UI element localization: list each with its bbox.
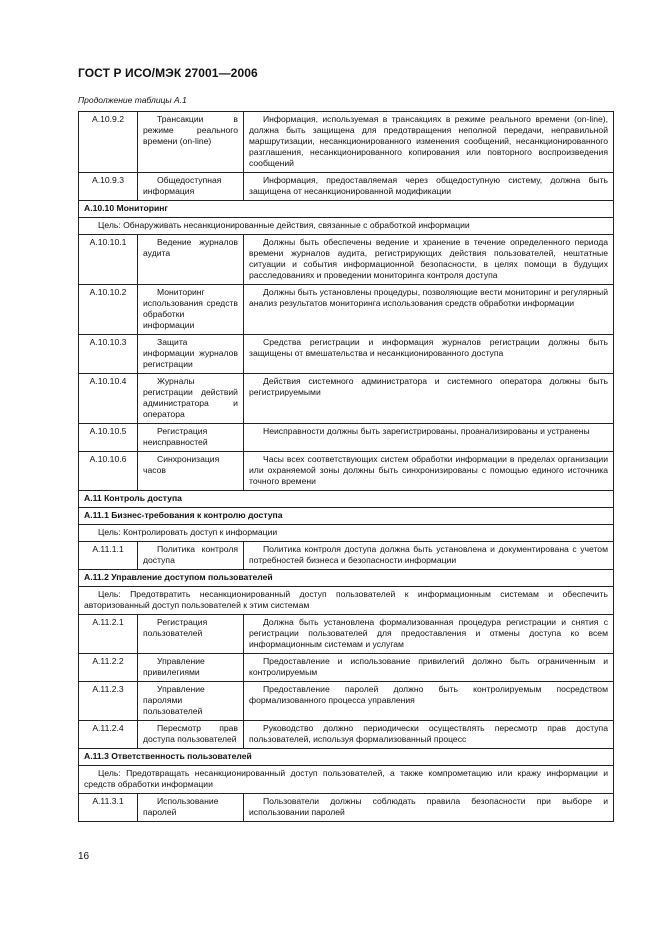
control-name: Синхронизация часов [138,452,244,491]
control-description: Должна быть установлена формализованная процедура регистрации и снятия с регистрации пользователей для предоставления и отмены доступа ко всем информационным системам и услугам [244,615,614,654]
objective-text: Цель: Контролировать доступ к информации [79,525,614,542]
document-title: ГОСТ Р ИСО/МЭК 27001—2006 [78,66,258,80]
control-name: Пересмотр прав доступа пользователей [138,721,244,749]
section-heading: A.11.3 Ответственность пользователей [79,749,614,766]
control-name: Использование паролей [138,794,244,822]
control-name: Регистрация пользователей [138,615,244,654]
control-id: A.11.2.4 [79,721,138,749]
control-description: Информация, используемая в трансакциях в режиме реального времени (on-line), должна быть защищена для предотвращения неполной передачи, неправильной маршрутизации, несанкционированного изменения сообщений, несанкционированного разглашения, несанкционированного копирования или повторного воспроизведения сообщений [244,112,614,173]
control-description: Руководство должно периодически осуществлять пересмотр прав доступа пользователей, используя формализованный процесс [244,721,614,749]
objective-row [79,766,614,794]
controls-table-body [79,112,614,822]
table-row [79,615,614,654]
control-id: A.10.10.2 [79,285,138,335]
objective-row [79,525,614,542]
table-row [79,794,614,822]
table-continuation-caption: Продолжение таблицы А.1 [78,95,187,105]
section-heading-row [79,508,614,525]
control-name: Журналы регистрации действий администратора и оператора [138,374,244,424]
control-id: A.10.9.2 [79,112,138,173]
control-name: Ведение журналов аудита [138,235,244,285]
table-row [79,374,614,424]
control-id: A.10.9.3 [79,173,138,201]
control-name: Общедоступная информация [138,173,244,201]
control-description: Должны быть обеспечены ведение и хранение в течение определенного периода времени журналов аудита, регистрирующих действия пользователей, нештатные ситуации и события информационной безопасности, в целях помощи в будущих расследованиях и проведении мониторинга контроля доступа [244,235,614,285]
control-description: Предоставление и использование привилегий должно быть ограниченным и контролируемым [244,654,614,682]
control-description: Средства регистрации и информация журналов регистрации должны быть защищены от вмешательства и несанкционированного доступа [244,335,614,374]
table-row [79,452,614,491]
objective-row [79,218,614,235]
table-row [79,335,614,374]
section-heading: A.11.1 Бизнес-требования к контролю доступа [79,508,614,525]
control-description: Информация, предоставляемая через общедоступную систему, должна быть защищена от несанкционированной модификации [244,173,614,201]
control-description: Политика контроля доступа должна быть установлена и документирована с учетом потребностей бизнеса и безопасности информации [244,542,614,570]
controls-table [78,111,614,822]
control-id: A.10.10.5 [79,424,138,452]
control-id: A.10.10.1 [79,235,138,285]
table-row [79,112,614,173]
table-row [79,173,614,201]
page-number: 16 [78,851,90,862]
table-row [79,424,614,452]
table-row [79,721,614,749]
control-description: Часы всех соответствующих систем обработки информации в пределах организации или охраняемой зоны должны быть синхронизированы с помощью единого источника точного времени [244,452,614,491]
section-heading: A.11 Контроль доступа [79,491,614,508]
objective-row [79,587,614,615]
table-row [79,285,614,335]
control-id: A.11.3.1 [79,794,138,822]
control-description: Предоставление паролей должно быть контролируемым посредством формализованного процесса управления [244,682,614,721]
control-name: Мониторинг использования средств обработки информации [138,285,244,335]
control-description: Должны быть установлены процедуры, позволяющие вести мониторинг и регулярный анализ результатов мониторинга использования средств обработки информации [244,285,614,335]
control-id: A.10.10.3 [79,335,138,374]
section-heading-row [79,491,614,508]
control-name: Трансакции в режиме реального времени (on-line) [138,112,244,173]
control-name: Защита информации журналов регистрации [138,335,244,374]
control-name: Управление привилегиями [138,654,244,682]
control-name: Политика контроля доступа [138,542,244,570]
objective-text: Цель: Обнаруживать несанкционированные действия, связанные с обработкой информации [79,218,614,235]
section-heading: A.11.2 Управление доступом пользователей [79,570,614,587]
control-id: A.11.1.1 [79,542,138,570]
section-heading-row [79,570,614,587]
control-id: A.11.2.2 [79,654,138,682]
control-name: Регистрация неисправностей [138,424,244,452]
control-name: Управление паролями пользователей [138,682,244,721]
control-description: Неисправности должны быть зарегистрированы, проанализированы и устранены [244,424,614,452]
section-heading-row [79,201,614,218]
table-row [79,235,614,285]
table-row [79,654,614,682]
control-id: A.11.2.1 [79,615,138,654]
section-heading: A.10.10 Мониторинг [79,201,614,218]
control-id: A.11.2.3 [79,682,138,721]
table-row [79,682,614,721]
objective-text: Цель: Предотвращать несанкционированный доступ пользователей, а также компрометацию или кражу информации и средств обработки информации [79,766,614,794]
control-id: A.10.10.4 [79,374,138,424]
control-description: Действия системного администратора и системного оператора должны быть регистрируемыми [244,374,614,424]
table-row [79,542,614,570]
section-heading-row [79,749,614,766]
control-description: Пользователи должны соблюдать правила безопасности при выборе и использовании паролей [244,794,614,822]
objective-text: Цель: Предотвратить несанкционированный доступ пользователей к информационным системам и обеспечить авторизованный доступ пользователей к этим системам [79,587,614,615]
control-id: A.10.10.6 [79,452,138,491]
